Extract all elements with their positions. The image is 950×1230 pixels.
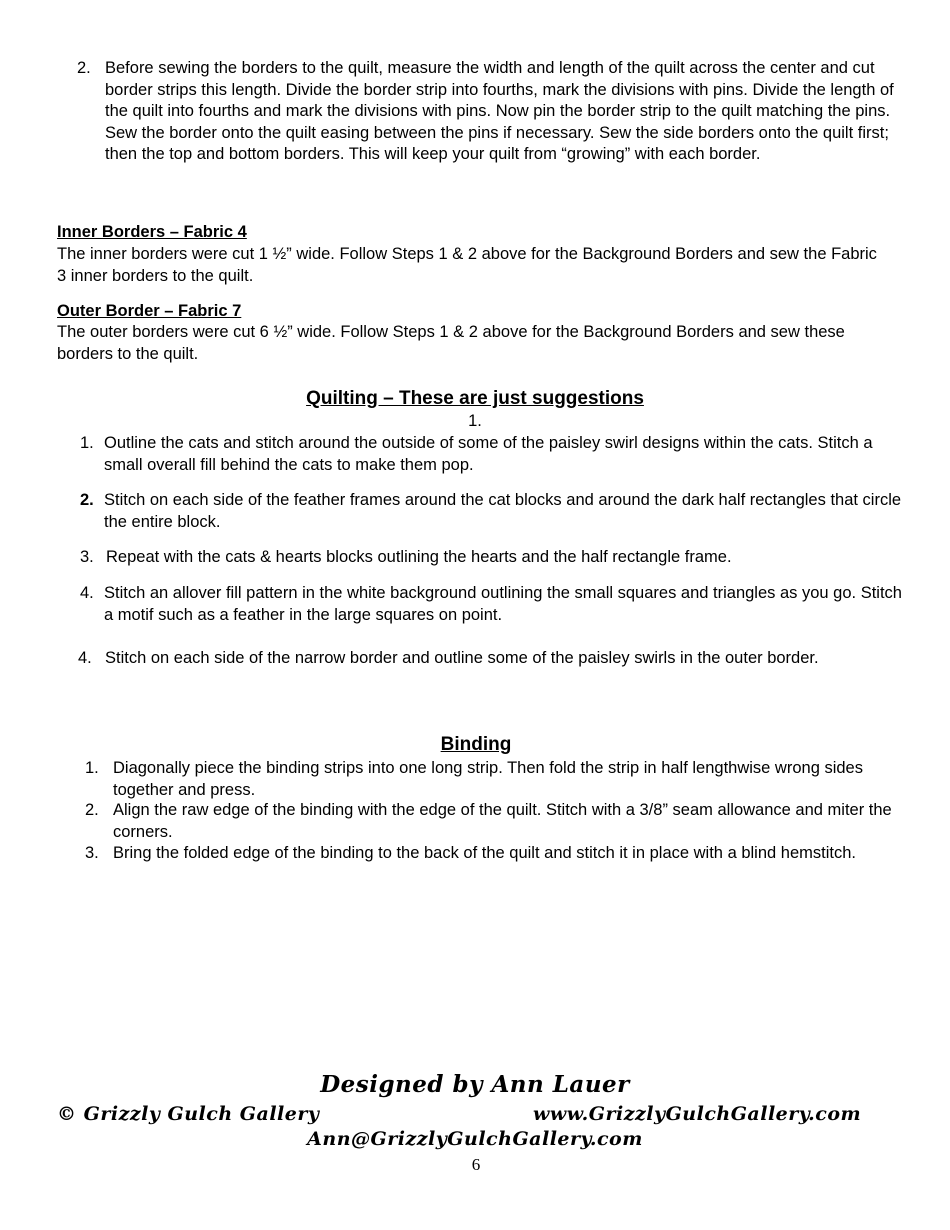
item-text: Outline the cats and stitch around the outside of some of the paisley swirl designs within the cats. Stitch a small overall fill behind the cats to make them pop. [104,434,873,474]
inner-borders-heading: Inner Borders – Fabric 4 [57,223,247,241]
quilting-title: Quilting – These are just suggestions [306,388,644,409]
designer-credit: Designed by Ann Lauer [320,1071,630,1098]
step-number: 2. [77,59,91,77]
item-number: 1. [85,759,99,777]
step-text: Before sewing the borders to the quilt, measure the width and length of the quilt across the center and cut border strips this length. Divide the border strip into fourths, mark the divisions with pins. Divide the length of the quilt into fourths and mark the divisions with pins. Now pin the border strip to the quilt matching the pins. Sew the border onto the quilt easing between the pins if necessary. Sew the side borders onto the quilt first; then the top and bottom borders. This will keep your quilt from “growing” with each border. [105,59,894,163]
item-number: 2. [85,801,99,819]
item-text: Diagonally piece the binding strips into one long strip. Then fold the strip in half lengthwise wrong sides together and press. [113,759,863,799]
item-text: Repeat with the cats & hearts blocks outlining the hearts and the half rectangle frame. [106,548,732,566]
item-number: 3. [85,844,99,862]
page-number: 6 [471,1155,481,1174]
binding-title: Binding [440,734,512,755]
item-number: 4. [80,584,94,602]
website-link[interactable]: www.GrizzlyGulchGallery.com [533,1103,862,1125]
outer-border-text: The outer borders were cut 6 ½” wide. Follow Steps 1 & 2 above for the Background Borders and sew these borders to the quilt. [57,323,845,363]
quilting-stray-number: 1. [468,412,482,430]
item-number: 1. [80,434,94,452]
email-link[interactable]: Ann@GrizzlyGulchGallery.com [307,1128,643,1150]
item-number: 2. [80,491,94,509]
item-text: Stitch on each side of the narrow border and outline some of the paisley swirls in the outer border. [105,649,819,667]
item-text: Bring the folded edge of the binding to the back of the quilt and stitch it in place with a blind hemstitch. [113,844,856,862]
inner-borders-text: The inner borders were cut 1 ½” wide. Follow Steps 1 & 2 above for the Background Borders and sew the Fabric 3 inner borders to the quilt. [57,245,877,285]
item-number: 3. [80,548,94,566]
item-text: Stitch on each side of the feather frames around the cat blocks and around the dark half rectangles that circle the entire block. [104,491,902,531]
outer-border-heading: Outer Border – Fabric 7 [57,302,242,320]
item-text: Align the raw edge of the binding with the edge of the quilt. Stitch with a 3/8” seam allowance and miter the corners. [113,801,892,841]
copyright-notice: © Grizzly Gulch Gallery [57,1103,320,1125]
item-text: Stitch an allover fill pattern in the white background outlining the small squares and triangles as you go. Stitch a motif such as a feather in the large squares on point. [104,584,902,624]
item-number: 4. [78,649,92,667]
